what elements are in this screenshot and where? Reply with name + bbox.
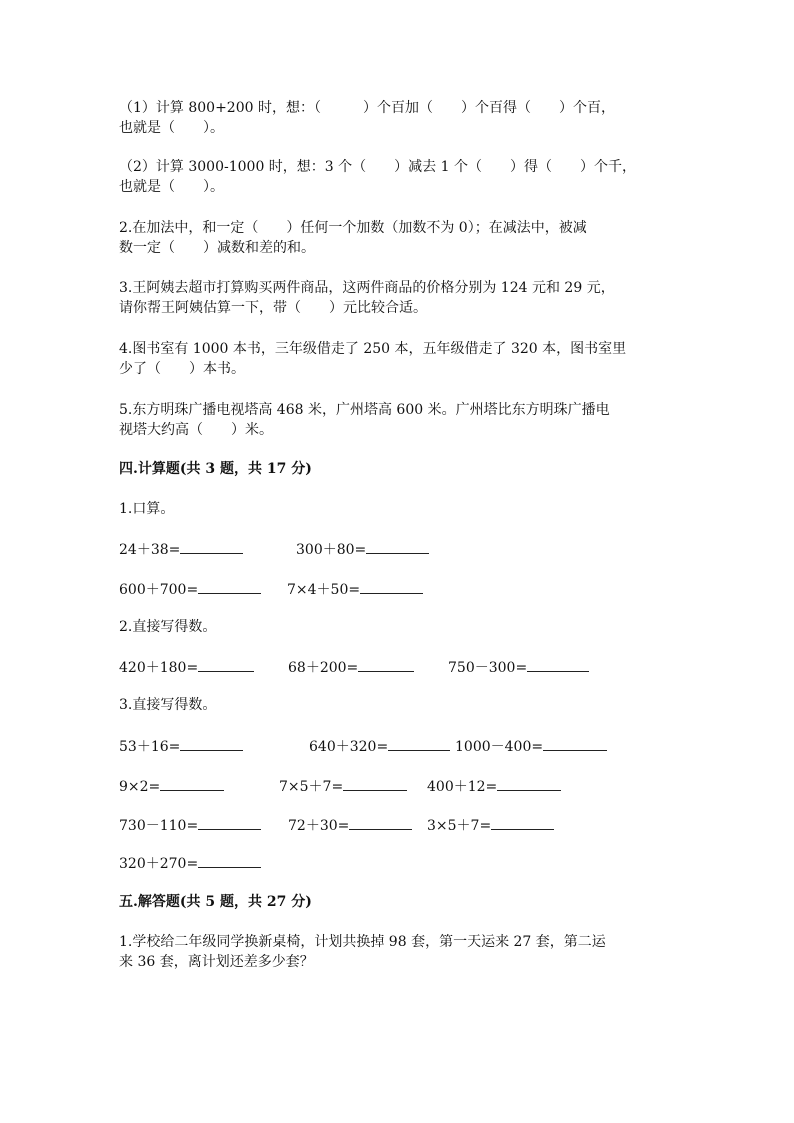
calc-expression: 640＋320= <box>309 739 389 755</box>
calc-item <box>119 852 261 874</box>
blank-q2-line1: （2）计算 3000-1000 时，想：3 个（ ）减去 1 个（ ）得（ ）个千， <box>119 159 636 175</box>
calc-expression: 420＋180= <box>119 660 199 676</box>
answer-blank[interactable] <box>180 538 243 554</box>
calc-item <box>288 656 414 678</box>
blank-q5-line2: 少了（ ）本书。 <box>119 361 245 377</box>
calc-expression: 600＋700= <box>119 582 199 598</box>
answer-blank[interactable] <box>198 656 254 672</box>
calc-expression: 730－110= <box>119 818 199 834</box>
calc-expression: 7×5＋7= <box>279 779 344 795</box>
calc-item <box>119 814 261 836</box>
section5-title: 五.解答题(共 5 题，共 27 分) <box>119 894 312 910</box>
blank-q3-line2: 数一定（ ）减数和差的和。 <box>119 240 315 256</box>
calc-expression: 1000－400= <box>455 739 544 755</box>
answer-blank[interactable] <box>358 656 414 672</box>
calc-item <box>119 735 243 757</box>
blank-q4-line1: 3.王阿姨去超市打算购买两件商品，这两件商品的价格分别为 124 元和 29 元， <box>119 280 615 296</box>
blank-q1-line1: （1）计算 800+200 时，想：（ ）个百加（ ）个百得（ ）个百， <box>119 100 615 116</box>
blank-q3-line1: 2.在加法中，和一定（ ）任何一个加数（加数不为 0）；在减法中，被减 <box>119 220 587 236</box>
calc-item <box>296 538 429 560</box>
calc-expression: 53＋16= <box>119 739 181 755</box>
blank-q1-line2: 也就是（ ）。 <box>119 120 224 136</box>
answer-blank[interactable] <box>388 735 450 751</box>
blank-q6-line2: 视塔大约高（ ）米。 <box>119 422 273 438</box>
answer-blank[interactable] <box>543 735 607 751</box>
answer-blank[interactable] <box>160 775 224 791</box>
blank-q6-line1: 5.东方明珠广播电视塔高 468 米，广州塔高 600 米。广州塔比东方明珠广播电 <box>119 402 610 418</box>
answer-blank[interactable] <box>497 775 561 791</box>
calc-item <box>309 735 450 757</box>
calc-item <box>119 538 243 560</box>
calc-expression: 320＋270= <box>119 856 199 872</box>
section4-q3-title: 3.直接写得数。 <box>119 697 217 713</box>
calc-item <box>288 814 412 836</box>
answer-blank[interactable] <box>491 814 554 830</box>
section4-q2-title: 2.直接写得数。 <box>119 619 217 635</box>
calc-item <box>455 735 607 757</box>
calc-item <box>427 775 561 797</box>
calc-expression: 750－300= <box>448 660 528 676</box>
section5-q1-line2: 来 36 套，离计划还差多少套？ <box>119 954 314 970</box>
calc-item <box>119 775 224 797</box>
calc-expression: 68＋200= <box>288 660 359 676</box>
calc-expression: 7×4＋50= <box>287 582 361 598</box>
calc-expression: 24＋38= <box>119 542 181 558</box>
answer-blank[interactable] <box>343 775 407 791</box>
calc-expression: 400＋12= <box>427 779 498 795</box>
answer-blank[interactable] <box>198 814 261 830</box>
answer-blank[interactable] <box>527 656 589 672</box>
calc-item <box>287 578 423 600</box>
calc-expression: 3×5＋7= <box>427 818 492 834</box>
calc-item <box>448 656 589 678</box>
blank-q2-line2: 也就是（ ）。 <box>119 179 224 195</box>
calc-expression: 300＋80= <box>296 542 367 558</box>
blank-q4-line2: 请你帮王阿姨估算一下，带（ ）元比较合适。 <box>119 300 427 316</box>
section5-q1-line1: 1.学校给二年级同学换新桌椅，计划共换掉 98 套，第一天运来 27 套，第二运 <box>119 934 606 950</box>
answer-blank[interactable] <box>366 538 429 554</box>
section4-q1-title: 1.口算。 <box>119 501 175 517</box>
answer-blank[interactable] <box>198 852 261 868</box>
calc-item <box>279 775 407 797</box>
answer-blank[interactable] <box>198 578 261 594</box>
answer-blank[interactable] <box>180 735 243 751</box>
answer-blank[interactable] <box>360 578 423 594</box>
section4-title: 四.计算题(共 3 题，共 17 分) <box>119 461 312 477</box>
answer-blank[interactable] <box>349 814 412 830</box>
calc-expression: 72＋30= <box>288 818 350 834</box>
calc-item <box>427 814 554 836</box>
calc-item <box>119 578 261 600</box>
blank-q5-line1: 4.图书室有 1000 本书，三年级借走了 250 本，五年级借走了 320 本，图书室里 <box>119 341 627 357</box>
calc-expression: 9×2= <box>119 779 161 795</box>
calc-item <box>119 656 254 678</box>
